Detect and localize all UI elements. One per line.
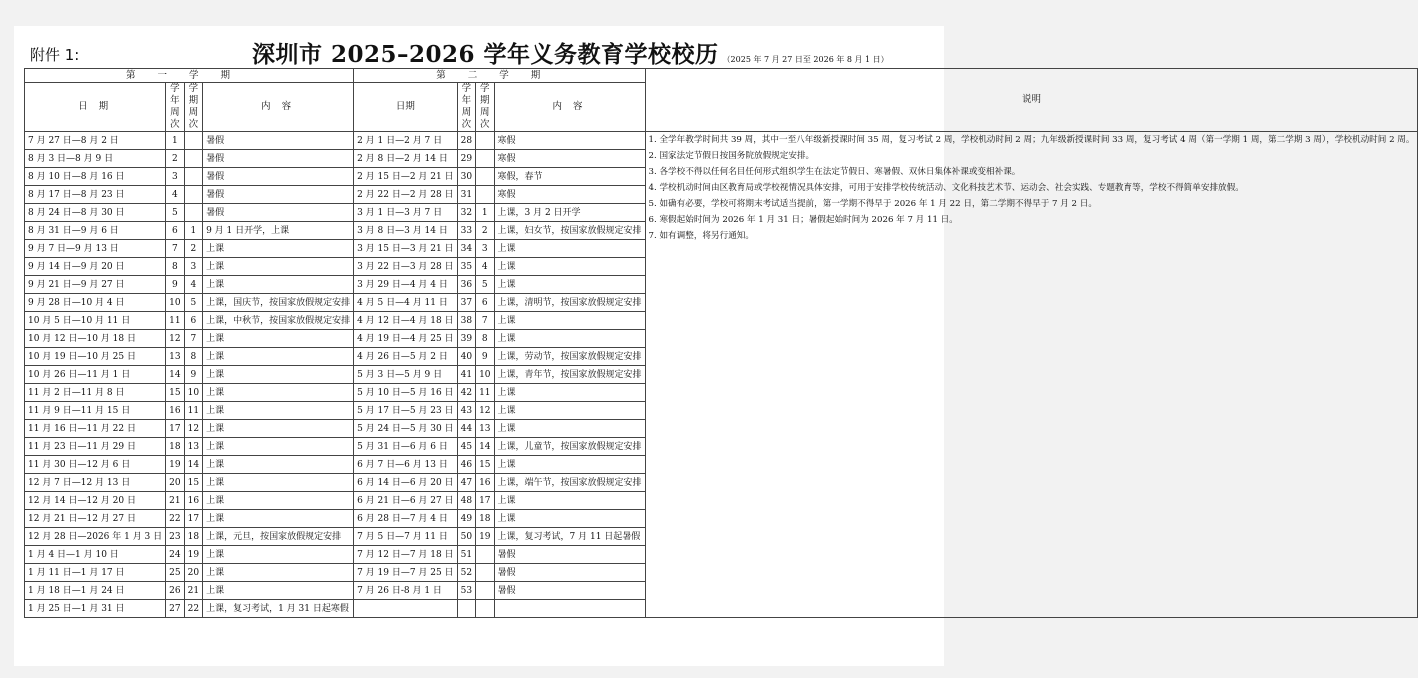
cell-c2: 寒假，春节 (494, 168, 645, 186)
cell-d1: 9 月 28 日—10 月 4 日 (25, 294, 166, 312)
note-item: 4. 学校机动时间由区教育局或学校视情况具体安排，可用于安排学校传统活动、文化科技艺术节、运动会、社会实践、专题教育等，学校不得简单安排放假。 (648, 183, 1244, 193)
cell-y2: 29 (457, 150, 475, 168)
cell-d2: 7 月 5 日—7 月 11 日 (354, 528, 458, 546)
cell-y2: 45 (457, 438, 475, 456)
cell-t1 (184, 132, 202, 150)
cell-t1: 11 (184, 402, 202, 420)
cell-c2: 上课，儿童节，按国家放假规定安排 (494, 438, 645, 456)
cell-d2: 2 月 22 日—2 月 28 日 (354, 186, 458, 204)
cell-c1: 上课 (203, 510, 354, 528)
cell-y1: 25 (166, 564, 184, 582)
cell-c1: 9 月 1 日开学，上课 (203, 222, 354, 240)
cell-d2: 6 月 21 日—6 月 27 日 (354, 492, 458, 510)
note-item: 3. 各学校不得以任何名目任何形式组织学生在法定节假日、寒暑假、双休日集体补课或变相补课。 (648, 167, 1021, 177)
cell-d2: 7 月 19 日—7 月 25 日 (354, 564, 458, 582)
cell-c1: 上课 (203, 420, 354, 438)
cell-d1: 11 月 16 日—11 月 22 日 (25, 420, 166, 438)
cell-y1: 17 (166, 420, 184, 438)
col-content-2: 内 容 (494, 83, 645, 132)
cell-d2: 4 月 26 日—5 月 2 日 (354, 348, 458, 366)
cell-c2: 上课，劳动节，按国家放假规定安排 (494, 348, 645, 366)
cell-c1: 上课 (203, 456, 354, 474)
cell-d2: 7 月 12 日—7 月 18 日 (354, 546, 458, 564)
cell-y1: 13 (166, 348, 184, 366)
cell-d2: 3 月 8 日—3 月 14 日 (354, 222, 458, 240)
note-item: 2. 国家法定节假日按国务院放假规定安排。 (648, 151, 815, 161)
cell-t2 (476, 186, 494, 204)
cell-y1: 6 (166, 222, 184, 240)
cell-c2: 上课 (494, 420, 645, 438)
cell-c1: 上课 (203, 546, 354, 564)
cell-d1: 11 月 2 日—11 月 8 日 (25, 384, 166, 402)
cell-c1: 上课，元旦，按国家放假规定安排 (203, 528, 354, 546)
cell-c1: 上课 (203, 348, 354, 366)
col-date-2: 日期 (354, 83, 458, 132)
cell-y1: 22 (166, 510, 184, 528)
page-title (252, 36, 889, 69)
cell-y2: 32 (457, 204, 475, 222)
cell-y2: 36 (457, 276, 475, 294)
cell-c2: 上课 (494, 402, 645, 420)
cell-c1: 上课 (203, 276, 354, 294)
cell-y1: 24 (166, 546, 184, 564)
cell-y1: 12 (166, 330, 184, 348)
cell-c2: 上课 (494, 510, 645, 528)
cell-t1: 22 (184, 600, 202, 618)
cell-t2: 4 (476, 258, 494, 276)
cell-t2: 6 (476, 294, 494, 312)
cell-t2 (476, 564, 494, 582)
cell-c2: 上课 (494, 312, 645, 330)
cell-t2 (476, 132, 494, 150)
cell-t2: 9 (476, 348, 494, 366)
cell-t1: 2 (184, 240, 202, 258)
cell-c1: 上课 (203, 564, 354, 582)
attachment-label: 附件 1: (30, 46, 80, 64)
cell-c1: 上课 (203, 582, 354, 600)
cell-t1: 19 (184, 546, 202, 564)
cell-y2 (457, 600, 475, 618)
note-item: 5. 如确有必要，学校可将期末考试适当提前，第一学期不得早于 2026 年 1 月 22 日，第二学期不得早于 7 月 2 日。 (648, 199, 1097, 209)
cell-y2: 34 (457, 240, 475, 258)
cell-t2: 17 (476, 492, 494, 510)
cell-y1: 2 (166, 150, 184, 168)
cell-d1: 12 月 14 日—12 月 20 日 (25, 492, 166, 510)
cell-y2: 30 (457, 168, 475, 186)
cell-d2: 4 月 12 日—4 月 18 日 (354, 312, 458, 330)
col-term-week-1: 学期周次 (184, 83, 202, 132)
col-date-1: 日 期 (25, 83, 166, 132)
cell-t1 (184, 204, 202, 222)
cell-t1: 6 (184, 312, 202, 330)
table-row (25, 132, 1418, 150)
cell-d1: 10 月 12 日—10 月 18 日 (25, 330, 166, 348)
cell-d1: 9 月 21 日—9 月 27 日 (25, 276, 166, 294)
cell-c2 (494, 600, 645, 618)
cell-c2: 上课，清明节，按国家放假规定安排 (494, 294, 645, 312)
cell-y2: 49 (457, 510, 475, 528)
cell-y1: 3 (166, 168, 184, 186)
cell-y1: 15 (166, 384, 184, 402)
cell-t1: 8 (184, 348, 202, 366)
cell-d2: 2 月 8 日—2 月 14 日 (354, 150, 458, 168)
cell-d1: 11 月 30 日—12 月 6 日 (25, 456, 166, 474)
cell-d1: 11 月 9 日—11 月 15 日 (25, 402, 166, 420)
cell-c2: 寒假 (494, 132, 645, 150)
cell-t2 (476, 600, 494, 618)
cell-t2: 11 (476, 384, 494, 402)
cell-c1: 上课 (203, 492, 354, 510)
title-text: 深圳市 2025–2026 学年义务教育学校校历 (252, 41, 719, 68)
cell-y1: 4 (166, 186, 184, 204)
semester-1-header: 第一学期 (25, 69, 354, 83)
cell-c1: 上课 (203, 402, 354, 420)
cell-d1: 8 月 17 日—8 月 23 日 (25, 186, 166, 204)
cell-d1: 8 月 10 日—8 月 16 日 (25, 168, 166, 186)
cell-c2: 上课 (494, 492, 645, 510)
cell-d2: 6 月 7 日—6 月 13 日 (354, 456, 458, 474)
cell-t2: 13 (476, 420, 494, 438)
cell-t1: 15 (184, 474, 202, 492)
cell-d1: 8 月 24 日—8 月 30 日 (25, 204, 166, 222)
semester-header-row (25, 69, 1418, 83)
cell-y1: 23 (166, 528, 184, 546)
cell-y1: 16 (166, 402, 184, 420)
cell-y2: 46 (457, 456, 475, 474)
cell-t2: 12 (476, 402, 494, 420)
cell-y1: 20 (166, 474, 184, 492)
cell-c1: 暑假 (203, 168, 354, 186)
cell-c1: 暑假 (203, 150, 354, 168)
cell-d2: 5 月 17 日—5 月 23 日 (354, 402, 458, 420)
cell-c2: 寒假 (494, 186, 645, 204)
cell-t2: 1 (476, 204, 494, 222)
cell-y2: 37 (457, 294, 475, 312)
cell-t2 (476, 582, 494, 600)
cell-d2: 3 月 29 日—4 月 4 日 (354, 276, 458, 294)
cell-t1: 4 (184, 276, 202, 294)
cell-c2: 上课，3 月 2 日开学 (494, 204, 645, 222)
cell-t1: 7 (184, 330, 202, 348)
note-item: 6. 寒假起始时间为 2026 年 1 月 31 日；暑假起始时间为 2026 年 7 月 11 日。 (648, 215, 958, 225)
school-calendar-table (24, 68, 1418, 618)
cell-c2: 上课 (494, 240, 645, 258)
cell-d2: 3 月 15 日—3 月 21 日 (354, 240, 458, 258)
note-item: 7. 如有调整，将另行通知。 (648, 231, 754, 241)
cell-c2: 上课，端午节，按国家放假规定安排 (494, 474, 645, 492)
cell-y2: 50 (457, 528, 475, 546)
cell-t2: 8 (476, 330, 494, 348)
cell-d1: 1 月 4 日—1 月 10 日 (25, 546, 166, 564)
cell-d1: 9 月 7 日—9 月 13 日 (25, 240, 166, 258)
cell-t2: 19 (476, 528, 494, 546)
cell-c2: 暑假 (494, 546, 645, 564)
cell-y2: 33 (457, 222, 475, 240)
cell-t2 (476, 546, 494, 564)
cell-t1: 14 (184, 456, 202, 474)
cell-c1: 上课，中秋节，按国家放假规定安排 (203, 312, 354, 330)
cell-c1: 上课，国庆节，按国家放假规定安排 (203, 294, 354, 312)
cell-d2 (354, 600, 458, 618)
page-subtitle: （2025 年 7 月 27 日至 2026 年 8 月 1 日） (722, 55, 889, 64)
cell-y1: 11 (166, 312, 184, 330)
cell-t1: 17 (184, 510, 202, 528)
cell-t1 (184, 168, 202, 186)
cell-y1: 19 (166, 456, 184, 474)
cell-y1: 14 (166, 366, 184, 384)
cell-d1: 10 月 26 日—11 月 1 日 (25, 366, 166, 384)
cell-t2: 15 (476, 456, 494, 474)
cell-d1: 10 月 5 日—10 月 11 日 (25, 312, 166, 330)
cell-t2 (476, 168, 494, 186)
cell-d1: 12 月 21 日—12 月 27 日 (25, 510, 166, 528)
cell-t1: 10 (184, 384, 202, 402)
cell-c2: 上课，妇女节，按国家放假规定安排 (494, 222, 645, 240)
cell-d2: 4 月 19 日—4 月 25 日 (354, 330, 458, 348)
cell-d2: 6 月 28 日—7 月 4 日 (354, 510, 458, 528)
cell-c1: 上课 (203, 474, 354, 492)
cell-y2: 42 (457, 384, 475, 402)
cell-c2: 上课 (494, 384, 645, 402)
cell-d1: 10 月 19 日—10 月 25 日 (25, 348, 166, 366)
cell-t1: 16 (184, 492, 202, 510)
cell-d2: 5 月 24 日—5 月 30 日 (354, 420, 458, 438)
notes-header: 说明 (645, 69, 1418, 132)
cell-y2: 39 (457, 330, 475, 348)
cell-c1: 暑假 (203, 204, 354, 222)
cell-t1: 12 (184, 420, 202, 438)
cell-y1: 9 (166, 276, 184, 294)
cell-c2: 上课 (494, 276, 645, 294)
cell-y2: 35 (457, 258, 475, 276)
cell-t1: 5 (184, 294, 202, 312)
cell-d1: 8 月 3 日—8 月 9 日 (25, 150, 166, 168)
cell-c2: 上课 (494, 330, 645, 348)
cell-c1: 上课 (203, 330, 354, 348)
col-year-week-1: 学年周次 (166, 83, 184, 132)
cell-t1: 20 (184, 564, 202, 582)
note-item: 1. 全学年教学时间共 39 周，其中一至八年级新授课时间 35 周，复习考试 2 周，学校机动时间 2 周；九年级新授课时间 33 周，复习考试 4 周（第一学期 1 周，第二学期 3 周），学校机动时间 2 周。 (648, 135, 1415, 145)
cell-y2: 31 (457, 186, 475, 204)
cell-d2: 7 月 26 日-8 月 1 日 (354, 582, 458, 600)
cell-y1: 8 (166, 258, 184, 276)
cell-c2: 上课 (494, 456, 645, 474)
cell-t2 (476, 150, 494, 168)
cell-y1: 1 (166, 132, 184, 150)
semester-2-header: 第二学期 (354, 69, 645, 83)
cell-c2: 上课，复习考试，7 月 11 日起暑假 (494, 528, 645, 546)
cell-y2: 43 (457, 402, 475, 420)
cell-d2: 6 月 14 日—6 月 20 日 (354, 474, 458, 492)
cell-c2: 暑假 (494, 564, 645, 582)
cell-d1: 11 月 23 日—11 月 29 日 (25, 438, 166, 456)
cell-c2: 上课，青年节，按国家放假规定安排 (494, 366, 645, 384)
cell-y2: 48 (457, 492, 475, 510)
cell-d2: 4 月 5 日—4 月 11 日 (354, 294, 458, 312)
cell-y1: 21 (166, 492, 184, 510)
cell-c1: 上课 (203, 258, 354, 276)
cell-c1: 上课，复习考试，1 月 31 日起寒假 (203, 600, 354, 618)
cell-t2: 5 (476, 276, 494, 294)
cell-y2: 52 (457, 564, 475, 582)
cell-c1: 暑假 (203, 186, 354, 204)
cell-c2: 暑假 (494, 582, 645, 600)
cell-d1: 12 月 7 日—12 月 13 日 (25, 474, 166, 492)
cell-c2: 上课 (494, 258, 645, 276)
cell-t1: 3 (184, 258, 202, 276)
cell-t1: 9 (184, 366, 202, 384)
cell-c2: 寒假 (494, 150, 645, 168)
cell-d1: 1 月 18 日—1 月 24 日 (25, 582, 166, 600)
cell-d2: 2 月 15 日—2 月 21 日 (354, 168, 458, 186)
cell-d2: 5 月 3 日—5 月 9 日 (354, 366, 458, 384)
cell-c1: 上课 (203, 366, 354, 384)
cell-t2: 18 (476, 510, 494, 528)
cell-d2: 2 月 1 日—2 月 7 日 (354, 132, 458, 150)
cell-t1 (184, 186, 202, 204)
cell-t2: 10 (476, 366, 494, 384)
cell-t2: 16 (476, 474, 494, 492)
cell-t2: 3 (476, 240, 494, 258)
cell-y1: 10 (166, 294, 184, 312)
cell-d1: 1 月 11 日—1 月 17 日 (25, 564, 166, 582)
cell-d1: 7 月 27 日—8 月 2 日 (25, 132, 166, 150)
cell-t2: 14 (476, 438, 494, 456)
col-year-week-2: 学年周次 (457, 83, 475, 132)
cell-d2: 5 月 31 日—6 月 6 日 (354, 438, 458, 456)
cell-y2: 40 (457, 348, 475, 366)
col-content-1: 内 容 (203, 83, 354, 132)
cell-t1: 1 (184, 222, 202, 240)
cell-y2: 38 (457, 312, 475, 330)
cell-t1: 13 (184, 438, 202, 456)
cell-y2: 44 (457, 420, 475, 438)
cell-d1: 1 月 25 日—1 月 31 日 (25, 600, 166, 618)
cell-t1 (184, 150, 202, 168)
cell-t1: 21 (184, 582, 202, 600)
cell-t2: 7 (476, 312, 494, 330)
cell-y1: 5 (166, 204, 184, 222)
cell-c1: 上课 (203, 438, 354, 456)
col-term-week-2: 学期周次 (476, 83, 494, 132)
cell-y1: 7 (166, 240, 184, 258)
cell-d1: 8 月 31 日—9 月 6 日 (25, 222, 166, 240)
cell-y2: 47 (457, 474, 475, 492)
document-page (14, 26, 1415, 666)
cell-t2: 2 (476, 222, 494, 240)
cell-y1: 27 (166, 600, 184, 618)
cell-y2: 51 (457, 546, 475, 564)
cell-c1: 上课 (203, 240, 354, 258)
cell-y2: 28 (457, 132, 475, 150)
notes-cell (645, 132, 1418, 618)
cell-c1: 上课 (203, 384, 354, 402)
cell-d1: 12 月 28 日—2026 年 1 月 3 日 (25, 528, 166, 546)
cell-d2: 3 月 1 日—3 月 7 日 (354, 204, 458, 222)
cell-y2: 53 (457, 582, 475, 600)
cell-d2: 3 月 22 日—3 月 28 日 (354, 258, 458, 276)
cell-y2: 41 (457, 366, 475, 384)
cell-d1: 9 月 14 日—9 月 20 日 (25, 258, 166, 276)
cell-c1: 暑假 (203, 132, 354, 150)
cell-d2: 5 月 10 日—5 月 16 日 (354, 384, 458, 402)
cell-t1: 18 (184, 528, 202, 546)
cell-y1: 26 (166, 582, 184, 600)
cell-y1: 18 (166, 438, 184, 456)
